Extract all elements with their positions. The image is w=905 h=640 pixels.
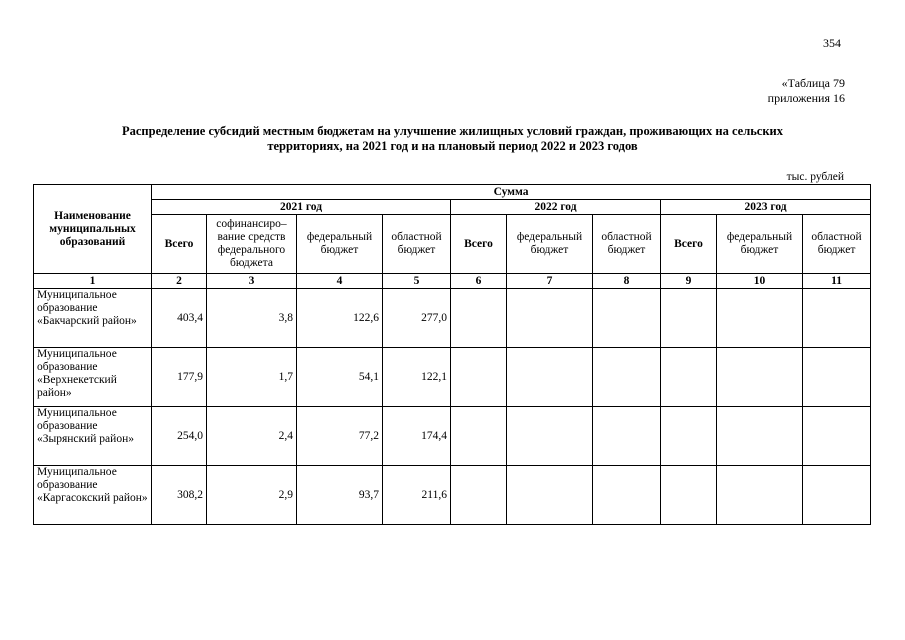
units-label: тыс. рублей: [786, 171, 844, 183]
empty-cell: [661, 466, 717, 525]
header-year-2022: 2022 год: [451, 200, 661, 215]
regional-2021-cell: 122,1: [383, 348, 451, 407]
table-row: [34, 348, 871, 407]
empty-cell: [803, 289, 871, 348]
cofinancing-2021-cell: 2,4: [207, 407, 297, 466]
municipality-name: Муниципальное образование «Зырянский район»: [34, 407, 152, 466]
empty-cell: [507, 466, 593, 525]
header-regional-2021: областной бюджет: [383, 215, 451, 274]
column-number: 8: [593, 274, 661, 289]
column-number: 6: [451, 274, 507, 289]
table-row: [34, 466, 871, 525]
empty-cell: [803, 348, 871, 407]
empty-cell: [507, 407, 593, 466]
cofinancing-2021-cell: 1,7: [207, 348, 297, 407]
document-title-line-1: Распределение субсидий местным бюджетам на улучшение жилищных условий граждан, проживающих на сельских: [121, 124, 784, 138]
total-2021-cell: 308,2: [152, 466, 207, 525]
empty-cell: [717, 348, 803, 407]
empty-cell: [661, 407, 717, 466]
federal-2021-cell: 54,1: [297, 348, 383, 407]
table-reference: [768, 76, 845, 106]
empty-cell: [593, 466, 661, 525]
federal-2021-cell: 77,2: [297, 407, 383, 466]
subsidies-table: [33, 184, 871, 525]
total-2021-cell: 403,4: [152, 289, 207, 348]
total-2021-cell: 254,0: [152, 407, 207, 466]
empty-cell: [717, 407, 803, 466]
municipality-name: Муниципальное образование «Каргасокский район»: [34, 466, 152, 525]
header-federal-2021: федеральный бюджет: [297, 215, 383, 274]
header-year-2023: 2023 год: [661, 200, 871, 215]
table-reference-line-1: «Таблица 79: [781, 76, 845, 90]
header-total-2022: Всего: [451, 215, 507, 274]
column-number: 7: [507, 274, 593, 289]
header-federal-2023: федеральный бюджет: [717, 215, 803, 274]
empty-cell: [717, 289, 803, 348]
header-total-2023: Всего: [661, 215, 717, 274]
header-year-2021: 2021 год: [152, 200, 451, 215]
cofinancing-2021-cell: 3,8: [207, 289, 297, 348]
table-row: [34, 289, 871, 348]
federal-2021-cell: 122,6: [297, 289, 383, 348]
empty-cell: [507, 348, 593, 407]
column-number: 1: [34, 274, 152, 289]
header-total-2021: Всего: [152, 215, 207, 274]
regional-2021-cell: 277,0: [383, 289, 451, 348]
column-number: 10: [717, 274, 803, 289]
empty-cell: [451, 348, 507, 407]
header-municipality-name: Наименование муниципальных образований: [34, 185, 152, 274]
table-reference-line-2: приложения 16: [767, 91, 845, 105]
empty-cell: [593, 407, 661, 466]
empty-cell: [803, 466, 871, 525]
empty-cell: [593, 289, 661, 348]
column-number: 5: [383, 274, 451, 289]
header-cofinancing-2021: софинансиро–вание средств федерального бюджета: [207, 215, 297, 274]
empty-cell: [451, 289, 507, 348]
regional-2021-cell: 174,4: [383, 407, 451, 466]
empty-cell: [661, 348, 717, 407]
column-number: 2: [152, 274, 207, 289]
empty-cell: [661, 289, 717, 348]
municipality-name: Муниципальное образование «Бакчарский район»: [34, 289, 152, 348]
empty-cell: [451, 407, 507, 466]
column-number: 9: [661, 274, 717, 289]
total-2021-cell: 177,9: [152, 348, 207, 407]
empty-cell: [717, 466, 803, 525]
header-sum: Сумма: [152, 185, 871, 200]
column-number: 11: [803, 274, 871, 289]
table-row: [34, 407, 871, 466]
page-number: 354: [823, 36, 841, 50]
regional-2021-cell: 211,6: [383, 466, 451, 525]
empty-cell: [803, 407, 871, 466]
cofinancing-2021-cell: 2,9: [207, 466, 297, 525]
header-federal-2022: федеральный бюджет: [507, 215, 593, 274]
column-number: 3: [207, 274, 297, 289]
document-title: [60, 124, 845, 154]
document-title-line-2: территориях, на 2021 год и на плановый период 2022 и 2023 годов: [267, 139, 638, 153]
municipality-name: Муниципальное образование «Верхнекетский район»: [34, 348, 152, 407]
header-regional-2022: областной бюджет: [593, 215, 661, 274]
federal-2021-cell: 93,7: [297, 466, 383, 525]
empty-cell: [451, 466, 507, 525]
empty-cell: [507, 289, 593, 348]
empty-cell: [593, 348, 661, 407]
column-number: 4: [297, 274, 383, 289]
header-regional-2023: областной бюджет: [803, 215, 871, 274]
